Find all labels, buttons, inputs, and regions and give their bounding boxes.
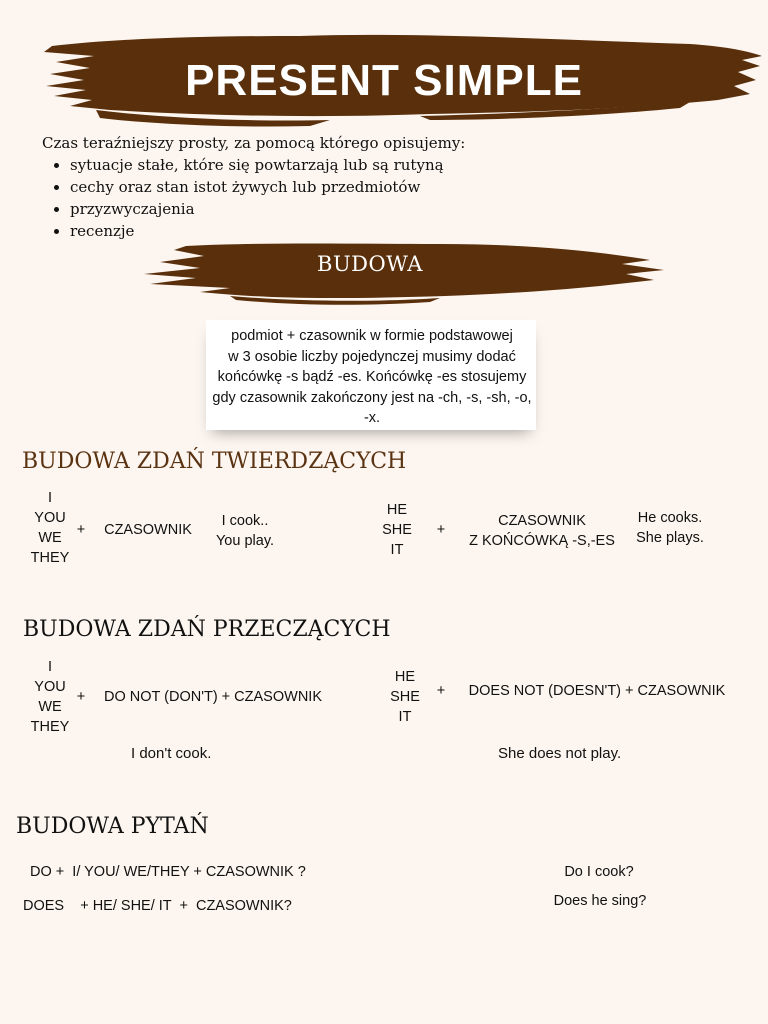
example: You play. [215, 533, 275, 549]
rule-line: podmiot + czasownik w formie podstawowej [231, 328, 513, 344]
plus-sign: + [436, 683, 446, 699]
verb-line: Z KOŃCÓWKĄ -S,-ES [469, 533, 615, 549]
pronoun: HE [394, 669, 416, 685]
question-formula-does: DOES + HE/ SHE/ IT + CZASOWNIK? [23, 898, 292, 914]
list-item: • recenzje [70, 220, 742, 242]
pronoun: HE [386, 502, 408, 518]
pronoun: YOU [34, 510, 66, 526]
affirmative-heading: BUDOWA ZDAŃ TWIERDZĄCYCH [22, 449, 407, 474]
pronoun: I [47, 659, 53, 675]
intro-lead: Czas teraźniejszy prosty, za pomocą którego opisujemy: [42, 134, 466, 152]
list-item: • przyzwyczajenia [70, 198, 742, 220]
question-formula-do: DO + I/ YOU/ WE/THEY + CZASOWNIK ? [30, 864, 306, 880]
pronoun: WE [38, 530, 62, 546]
negative-left-formula: DO NOT (DON'T) + CZASOWNIK [104, 689, 322, 705]
negative-heading: BUDOWA ZDAŃ PRZECZĄCYCH [23, 617, 391, 642]
example: She plays. [636, 530, 704, 546]
pronoun: IT [398, 709, 412, 725]
plus-sign: + [76, 522, 86, 538]
verb-label: CZASOWNIK [104, 522, 192, 538]
example: I cook.. [221, 513, 269, 529]
page-title: PRESENT SIMPLE [185, 56, 583, 105]
pronoun: THEY [30, 719, 70, 735]
rule-line: -x. [363, 410, 381, 426]
negative-left-example: I don't cook. [131, 745, 212, 762]
plus-sign: + [76, 689, 86, 705]
example: He cooks. [637, 510, 703, 526]
list-item: • cechy oraz stan istot żywych lub przedmiotów [70, 176, 742, 198]
pronoun: SHE [382, 522, 412, 538]
budowa-label: BUDOWA [317, 252, 423, 276]
negative-right-pronouns [382, 667, 428, 727]
affirmative-right-verb [458, 511, 626, 551]
negative-right-example: She does not play. [498, 745, 622, 762]
intro-section [42, 132, 742, 242]
pronoun: IT [390, 542, 404, 558]
rule-box-text [200, 326, 544, 429]
plus-sign: + [436, 522, 446, 538]
pronoun: I [47, 490, 53, 506]
rule-line: gdy czasownik zakończony jest na -ch, -s, -sh, -o, [212, 389, 532, 406]
affirmative-right-examples [628, 508, 712, 548]
rule-line: końcówkę -s bądź -es. Końcówkę -es stosujemy [217, 369, 527, 385]
intro-bullet-list [42, 154, 742, 242]
verb-line: CZASOWNIK [498, 513, 586, 529]
questions-heading: BUDOWA PYTAŃ [16, 814, 209, 839]
affirmative-left-examples [205, 511, 285, 551]
negative-right-formula: DOES NOT (DOESN'T) + CZASOWNIK [468, 683, 726, 699]
affirmative-right-pronouns [374, 500, 420, 560]
rule-line: w 3 osobie liczby pojedynczej musimy dodać [228, 348, 516, 365]
pronoun: WE [38, 699, 62, 715]
pronoun: THEY [30, 550, 70, 566]
pronoun: SHE [390, 689, 420, 705]
list-item: • sytuacje stałe, które się powtarzają lub są rutyną [70, 154, 742, 176]
affirmative-left-pronouns [26, 488, 74, 568]
negative-left-pronouns [26, 657, 74, 737]
question-example-2: Does he sing? [553, 893, 647, 909]
question-example-1: Do I cook? [564, 864, 634, 880]
pronoun: YOU [34, 679, 66, 695]
